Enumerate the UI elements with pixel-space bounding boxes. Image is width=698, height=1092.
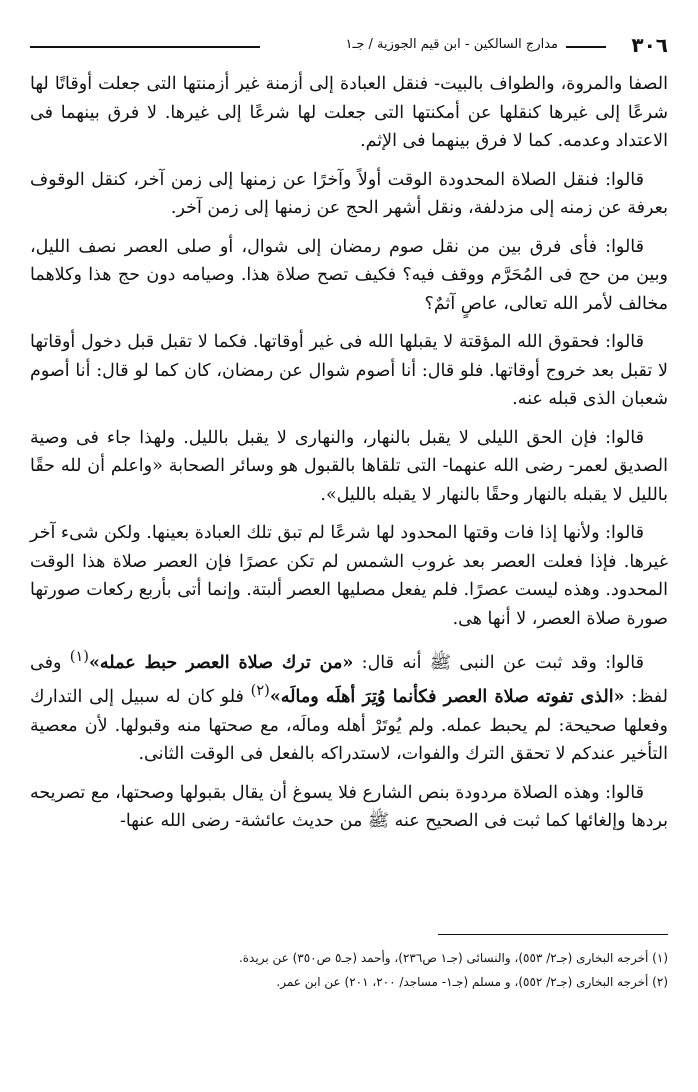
paragraph-8: قالوا: وهذه الصلاة مردودة بنص الشارع فلا يسوغ أن يقال بقبولها وصحتها، مع تصريحه بردها وإلغائها كما ثبت فى الصحيح عنه ﷺ من حديث عائشة- رضى الله عنها-	[30, 782, 668, 832]
paragraph-4: قالوا: فحقوق الله المؤقتة لا يقبلها الله فى غير أوقاتها. فكما لا تقبل قبل دخول أوقاتها لا تقبل بعد خروج أوقاتها. فلو قال: أنا أصوم شوال عن رمضان، كان كما لو قال: أنا أصوم شعبان الذى قبله عنه.	[30, 332, 668, 409]
paragraph-3: قالوا: فأى فرق بين من نقل صوم رمضان إلى شوال، أو صلى العصر نصف الليل، وبين من حج فى المُحَرَّم ووقف فيه؟ فكيف تصح صلاة هذا. وصيامه دون حج هذا وكلاهما مخالف لأمر الله تعالى، عاصٍ آثمٌ؟	[30, 236, 668, 314]
footnotes	[30, 946, 668, 994]
hadith-quote-1: «من ترك صلاة العصر حبط عمله»	[88, 652, 354, 673]
paragraph-7-mid: وفى لفظ:	[30, 652, 668, 708]
footnote-ref-1: (١)	[69, 648, 89, 665]
page-header	[30, 32, 668, 62]
running-title: مدارج السالكين - ابن قيم الجوزية / جـ١	[345, 37, 558, 52]
main-text	[30, 70, 668, 846]
footnote-2: (٢) أخرجه البخارى (جـ٢/ ٥٥٢)، و مسلم (جـ١- مساجد/ ٢٠٠، ٢٠١) عن ابن عمر.	[276, 975, 668, 989]
footnote-1: (١) أخرجه البخارى (جـ٢/ ٥٥٣)، والنسائى (جـ١ ص٢٣٦)، وأحمد (جـ٥ ص٣٥٠) عن بريدة.	[238, 951, 668, 965]
paragraph-2: قالوا: فنقل الصلاة المحدودة الوقت أولاً وآخرًا عن زمنها إلى زمن آخر، كنقل الوقوف بعرفة عن زمنه إلى مزدلفة، ونقل أشهر الحج عن زمنها إلى زمن آخر.	[30, 169, 668, 218]
paragraph-5: قالوا: فإن الحق الليلى لا يقبل بالنهار، والنهارى لا يقبل بالليل. ولهذا جاء فى وصية الصديق لعمر- رضى الله عنهما- التى تلقاها بالقبول هو وسائر الصحابة «واعلم أن لله حقًا بالليل لا يقبله بالنهار وحقًا بالنهار لا يقبله بالليل».	[30, 427, 668, 505]
hadith-quote-2: «الذى تفوته صلاة العصر فكأنما وُتِرَ أهلَه ومالَه»	[269, 687, 625, 708]
page-number: ٣٠٦	[631, 33, 668, 57]
paragraph-1: الصفا والمروة، والطواف بالبيت- فنقل العبادة إلى أزمنة غير أزمنتها التى جعلت أوقاتًا لها شرعًا إلى غيرها كنقلها عن أمكنتها التى جعلت لها شرعًا إلى غيرها. لا فرق بينهما فى الاعتداد وعدمه. كما لا فرق بينهما فى الإثم.	[30, 74, 668, 151]
paragraph-7-end: فلو كان له سبيل إلى التدارك وفعلها صحيحة: لم يحبط عمله. ولم يُوتَرْ أهله ومالَه، مع صحتها منه وقبولها. لأن معصية التأخير عندكم لا تحقق الترك والفوات، لاستدراكه بالفعل فى الوقت الثانى.	[30, 687, 668, 765]
paragraph-7-intro: قالوا: وقد ثبت عن النبى ﷺ أنه قال:	[353, 652, 645, 673]
footnote-divider	[438, 934, 668, 935]
paragraph-7	[30, 643, 668, 769]
header-rule-long	[30, 46, 260, 48]
footnote-ref-2: (٢)	[250, 682, 270, 700]
paragraph-6: قالوا: ولأنها إذا فات وقتها المحدود لها شرعًا لم تبق تلك العبادة بعينها. ولكن شىء آخر غيرها. فإذا فعلت العصر بعد غروب الشمس لم تكن عصرًا فإن العصر صلاة هذا الوقت المحدود. وهذه ليست عصرًا. فلم يفعل مصليها العصر ألبتة. وإنما أتى بأربع ركعات صورتها صورة صلاة العصر، لا أنها هى.	[30, 523, 668, 629]
header-rule-short	[566, 46, 606, 48]
